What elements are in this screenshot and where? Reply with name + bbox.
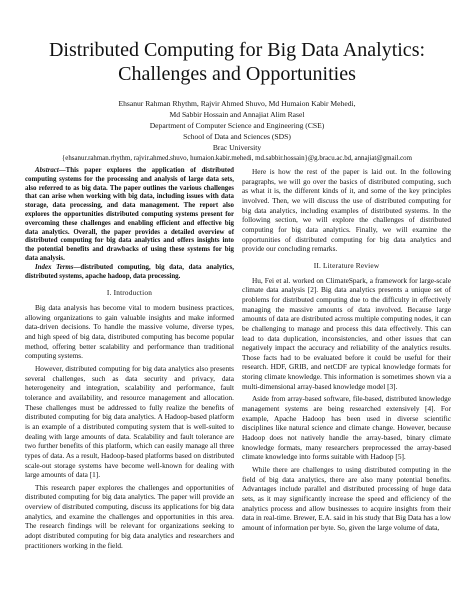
index-terms-label: Index Terms bbox=[35, 263, 74, 271]
lit-paragraph-3: While there are challenges to using distributed computing in the field of big data analytics, there are also many potential benefits. Advantages include parallel and distributed processing of huge data sets, as it may significantly increase the speed and efficiency of the analytics process and allow businesses to acquire insights from their data in real-time. Brewer, E.A. said in his study that Big Data has a low amount of information per byte. So, given the large volume of data, bbox=[242, 465, 451, 532]
author-names-line-1: Ehsanur Rahman Rhythm, Rajvir Ahmed Shuvo, Md Humaion Kabir Mehedi, bbox=[118, 99, 356, 108]
intro-paragraph-1: Big data analysis has become vital to modern business practices, allowing organizations to gain valuable insights and make informed data-driven decisions. To handle the massive volume, diverse types, and high speed of big data, distributed computing has become popular method, offering better scalability and performance than traditional computing systems. bbox=[25, 303, 234, 361]
title-line-2: Challenges and Opportunities bbox=[118, 63, 356, 85]
paper-title bbox=[0, 38, 474, 86]
abstract-text: —This paper explores the application of distributed computing systems for the processing and analysis of large data sets, also referred to as big data. The paper outlines the various challenges that can arise when working with big data, including issues with data storage, data processing, and data management. The report also explores the opportunities distributed computing systems present for overcoming these challenges and enabling efficient and effective big data analytics. Overall, the paper provides a detailed overview of distributed computing for big data analytics and offers insights into the potential benefits and drawbacks of using these systems for big data analysis. bbox=[25, 167, 234, 262]
university: Brac University bbox=[212, 143, 262, 152]
section-heading-introduction: I. Introduction bbox=[106, 288, 153, 298]
school: School of Data and Sciences (SDS) bbox=[183, 132, 291, 141]
department: Department of Computer Science and Engineering (CSE) bbox=[149, 121, 325, 130]
left-column bbox=[25, 167, 234, 550]
index-terms bbox=[25, 264, 234, 282]
intro-paragraph-2: However, distributed computing for big data analytics also presents several challenges, such as data security and privacy, data heterogeneity and integration, scalability and performance, fault tolerance and availability, and resource management and allocation. These challenges must be addressed to fully realize the benefits of distributed computing for big data analytics. A Hadoop-based platform is an example of a distributed computing system that is well-suited to dealing with large amounts of data. Scalability and fault tolerance are two further benefits of this platform, which can easily manage all three types of data. As a result, Hadoop-based platforms based on distributed scale-out storage systems have become well-known for dealing with large amounts of data [1]. bbox=[25, 363, 234, 480]
abstract bbox=[25, 167, 234, 264]
abstract-label: Abstract bbox=[35, 167, 59, 174]
intro-paragraph-3: This research paper explores the challenges and opportunities of distributed computing for big data analytics. The paper will provide an overview of distributed computing, discuss its applications for big data analytics, and examine the challenges and opportunities in this area. The research findings will be relevant for organizations seeking to adopt distributed computing for big data analytics and researchers and practitioners working in the field. bbox=[25, 482, 234, 550]
right-column bbox=[242, 167, 451, 533]
author-emails: {ehsanur.rahman.rhythm, rajvir.ahmed.shuvo, humaion.kabir.mehedi, md.sabbir.hossain}@g.bracu.ac.bd, annajiat@gmail.com bbox=[62, 155, 412, 162]
lit-paragraph-2: Aside from array-based software, file-based, distributed knowledge management systems are being researched extensively [4]. For example, Apache Hadoop has been used in diverse scientific disciplines like natural science and climate change. However, because Hadoop does not natively handle the array-based, binary climate knowledge formats, many researchers preprocessed the array-based climate knowledge into forms suitable with Hadoop [5]. bbox=[242, 394, 451, 462]
lit-paragraph-1: Hu, Fei et al. worked on ClimateSpark, a framework for large-scale climate data analysis [2]. Big data analytics presents a unique set of problems for distributed computing due to the difficulty in effectively managing the massive amounts of data involved. Because large amounts of data are distributed across multiple computing nodes, it can be challenging to manage and process this data effectively. This can lead to data duplication, inconsistencies, and other issues that can negatively impact the accuracy and reliability of the analytics results. Those facts had to be evaluated before it could be useful for their research. HDF, GRIB, and netCDF are typical knowledge formats for storing climate knowledge. This information is sometimes shown via a multi-dimensional array-based knowledge model [3]. bbox=[242, 275, 451, 391]
section-heading-literature-review: II. Literature Review bbox=[313, 260, 380, 270]
author-names-line-2: Md Sabbir Hossain and Annajiat Alim Rasel bbox=[169, 110, 305, 119]
intro-paragraph-4: Here is how the rest of the paper is laid out. In the following paragraphs, we will go over the basics of distributed computing, such as what it is, the different kinds of it, and some of the key principles involved. Then, we will discuss the use of distributed computing for big data analytics, including examples of distributed systems. In the following section, we will explore the challenges of distributed computing for big data analytics. Finally, we will examine the opportunities of distributed computing for big data analytics and provide our concluding remarks. bbox=[242, 167, 451, 254]
author-block bbox=[0, 98, 474, 164]
title-line-1: Distributed Computing for Big Data Analytics: bbox=[48, 39, 426, 61]
index-terms-text: —distributed computing, big data, data analytics, distributed systems, apache hadoop, data processing. bbox=[25, 263, 235, 280]
